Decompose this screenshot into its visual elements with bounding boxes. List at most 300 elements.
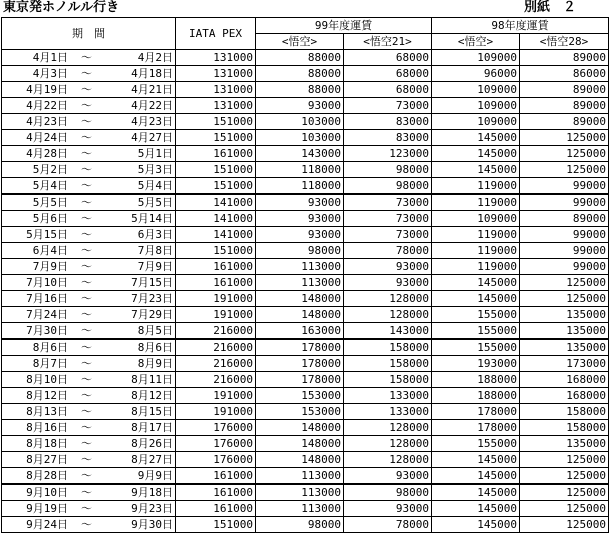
- period-to: 9月23日: [131, 502, 173, 515]
- fy98-goku-cell: 155000: [432, 436, 520, 452]
- fy99-goku-cell: 143000: [256, 146, 344, 162]
- fy99-goku21-cell: 93000: [344, 501, 432, 517]
- period-to: 4月2日: [137, 51, 173, 64]
- table-row: [2, 484, 609, 501]
- fy98-goku28-cell: 173000: [520, 356, 609, 372]
- period-cell: [2, 484, 176, 501]
- fy99-goku-cell: 148000: [256, 307, 344, 323]
- fy98-goku-cell: 96000: [432, 66, 520, 82]
- fy98-goku28-cell: 135000: [520, 339, 609, 356]
- fy99-goku-cell: 118000: [256, 162, 344, 178]
- fy99-goku21-cell: 128000: [344, 452, 432, 468]
- header-fy99: 99年度運賃: [256, 18, 432, 34]
- iata-pex-cell: 176000: [176, 452, 256, 468]
- fy98-goku28-cell: 125000: [520, 501, 609, 517]
- fy99-goku21-cell: 73000: [344, 227, 432, 243]
- period-separator: ～: [81, 51, 92, 64]
- attachment-label: 別紙 ２: [524, 0, 577, 15]
- table-row: [2, 194, 609, 211]
- iata-pex-cell: 151000: [176, 130, 256, 146]
- period-to: 9月18日: [131, 486, 173, 499]
- period-from: 9月19日: [26, 502, 68, 515]
- page-title: 東京発ホノルル行き: [3, 0, 120, 15]
- fy99-goku-cell: 113000: [256, 259, 344, 275]
- iata-pex-cell: 191000: [176, 307, 256, 323]
- period-separator: ～: [81, 486, 92, 499]
- period-to: 7月8日: [137, 244, 173, 257]
- period-to: 7月29日: [131, 308, 173, 321]
- fy99-goku-cell: 163000: [256, 323, 344, 340]
- period-from: 5月2日: [32, 163, 68, 176]
- period-from: 7月30日: [26, 324, 68, 337]
- period-from: 8月10日: [26, 373, 68, 386]
- period-separator: ～: [81, 453, 92, 466]
- iata-pex-cell: 216000: [176, 323, 256, 340]
- iata-pex-cell: 161000: [176, 501, 256, 517]
- fy98-goku-cell: 145000: [432, 501, 520, 517]
- period-from: 8月12日: [26, 389, 68, 402]
- period-to: 4月18日: [131, 67, 173, 80]
- period-to: 5月4日: [137, 179, 173, 192]
- fy99-goku21-cell: 93000: [344, 259, 432, 275]
- fy98-goku-cell: 178000: [432, 420, 520, 436]
- period-cell: [2, 82, 176, 98]
- period-separator: ～: [81, 292, 92, 305]
- period-from: 9月10日: [26, 486, 68, 499]
- period-cell: [2, 404, 176, 420]
- period-separator: ～: [81, 308, 92, 321]
- period-separator: ～: [81, 469, 92, 482]
- period-cell: [2, 211, 176, 227]
- period-from: 8月7日: [32, 357, 68, 370]
- table-row: [2, 162, 609, 178]
- fy98-goku-cell: 119000: [432, 227, 520, 243]
- fy99-goku-cell: 93000: [256, 211, 344, 227]
- fy98-goku-cell: 145000: [432, 517, 520, 533]
- period-cell: [2, 194, 176, 211]
- period-to: 5月5日: [137, 196, 173, 209]
- period-separator: ～: [81, 196, 92, 209]
- fy98-goku-cell: 119000: [432, 194, 520, 211]
- table-row: [2, 517, 609, 533]
- table-row: [2, 275, 609, 291]
- fy99-goku21-cell: 83000: [344, 114, 432, 130]
- table-row: [2, 50, 609, 66]
- fy98-goku-cell: 109000: [432, 211, 520, 227]
- iata-pex-cell: 131000: [176, 98, 256, 114]
- period-from: 8月28日: [26, 469, 68, 482]
- iata-pex-cell: 216000: [176, 339, 256, 356]
- table-row: [2, 339, 609, 356]
- fy98-goku28-cell: 89000: [520, 82, 609, 98]
- fy98-goku-cell: 188000: [432, 372, 520, 388]
- period-from: 4月1日: [32, 51, 68, 64]
- iata-pex-cell: 176000: [176, 436, 256, 452]
- period-from: 4月22日: [26, 99, 68, 112]
- period-from: 7月24日: [26, 308, 68, 321]
- period-cell: [2, 339, 176, 356]
- fy99-goku21-cell: 158000: [344, 372, 432, 388]
- iata-pex-cell: 151000: [176, 178, 256, 195]
- iata-pex-cell: 161000: [176, 275, 256, 291]
- period-to: 5月3日: [137, 163, 173, 176]
- fy98-goku-cell: 178000: [432, 404, 520, 420]
- fy98-goku28-cell: 99000: [520, 194, 609, 211]
- fy99-goku21-cell: 98000: [344, 162, 432, 178]
- fy98-goku-cell: 109000: [432, 50, 520, 66]
- fy98-goku28-cell: 168000: [520, 372, 609, 388]
- period-from: 4月28日: [26, 147, 68, 160]
- fy98-goku-cell: 145000: [432, 162, 520, 178]
- period-from: 8月18日: [26, 437, 68, 450]
- period-from: 7月9日: [32, 260, 68, 273]
- fy99-goku21-cell: 78000: [344, 243, 432, 259]
- fy99-goku21-cell: 98000: [344, 484, 432, 501]
- period-separator: ～: [81, 212, 92, 225]
- fy98-goku-cell: 155000: [432, 339, 520, 356]
- fy99-goku21-cell: 68000: [344, 50, 432, 66]
- fy99-goku21-cell: 83000: [344, 130, 432, 146]
- fy99-goku-cell: 113000: [256, 468, 344, 485]
- period-cell: [2, 372, 176, 388]
- fy99-goku21-cell: 68000: [344, 66, 432, 82]
- fy99-goku21-cell: 128000: [344, 436, 432, 452]
- period-cell: [2, 162, 176, 178]
- fy98-goku28-cell: 89000: [520, 98, 609, 114]
- fy98-goku-cell: 119000: [432, 259, 520, 275]
- period-to: 5月1日: [137, 147, 173, 160]
- fy98-goku-cell: 119000: [432, 243, 520, 259]
- period-to: 8月11日: [131, 373, 173, 386]
- period-from: 7月10日: [26, 276, 68, 289]
- period-from: 8月16日: [26, 421, 68, 434]
- period-to: 6月3日: [137, 228, 173, 241]
- fy98-goku28-cell: 125000: [520, 291, 609, 307]
- fare-table: [1, 17, 609, 533]
- period-cell: [2, 146, 176, 162]
- period-to: 7月15日: [131, 276, 173, 289]
- period-cell: [2, 323, 176, 340]
- iata-pex-cell: 176000: [176, 420, 256, 436]
- period-cell: [2, 307, 176, 323]
- iata-pex-cell: 151000: [176, 162, 256, 178]
- fy99-goku-cell: 148000: [256, 452, 344, 468]
- period-cell: [2, 227, 176, 243]
- iata-pex-cell: 161000: [176, 146, 256, 162]
- period-to: 8月26日: [131, 437, 173, 450]
- period-to: 9月30日: [131, 518, 173, 531]
- fy99-goku21-cell: 73000: [344, 194, 432, 211]
- table-row: [2, 501, 609, 517]
- fy99-goku21-cell: 133000: [344, 404, 432, 420]
- fy98-goku28-cell: 125000: [520, 130, 609, 146]
- period-from: 4月19日: [26, 83, 68, 96]
- period-separator: ～: [81, 260, 92, 273]
- header-fy98-goku28: <悟空28>: [520, 34, 609, 50]
- fy98-goku28-cell: 99000: [520, 227, 609, 243]
- period-cell: [2, 501, 176, 517]
- fy98-goku28-cell: 158000: [520, 420, 609, 436]
- table-row: [2, 436, 609, 452]
- fy98-goku28-cell: 89000: [520, 211, 609, 227]
- period-to: 8月17日: [131, 421, 173, 434]
- fy98-goku28-cell: 89000: [520, 50, 609, 66]
- period-cell: [2, 420, 176, 436]
- fy98-goku-cell: 155000: [432, 323, 520, 340]
- fy99-goku21-cell: 128000: [344, 307, 432, 323]
- table-row: [2, 404, 609, 420]
- fy99-goku21-cell: 143000: [344, 323, 432, 340]
- period-to: 4月23日: [131, 115, 173, 128]
- header-iata-pex: IATA PEX: [176, 18, 256, 50]
- period-from: 5月6日: [32, 212, 68, 225]
- fy98-goku28-cell: 135000: [520, 323, 609, 340]
- fy99-goku21-cell: 93000: [344, 468, 432, 485]
- fy99-goku21-cell: 158000: [344, 339, 432, 356]
- period-to: 8月9日: [137, 357, 173, 370]
- period-separator: ～: [81, 147, 92, 160]
- period-to: 4月22日: [131, 99, 173, 112]
- fy98-goku28-cell: 125000: [520, 517, 609, 533]
- fy98-goku-cell: 145000: [432, 452, 520, 468]
- fy98-goku28-cell: 125000: [520, 468, 609, 485]
- fy98-goku28-cell: 99000: [520, 243, 609, 259]
- fy98-goku-cell: 145000: [432, 291, 520, 307]
- fy99-goku21-cell: 158000: [344, 356, 432, 372]
- iata-pex-cell: 191000: [176, 291, 256, 307]
- iata-pex-cell: 216000: [176, 372, 256, 388]
- table-row: [2, 211, 609, 227]
- period-cell: [2, 178, 176, 195]
- header-period: 期 間: [2, 18, 176, 50]
- fy99-goku-cell: 98000: [256, 243, 344, 259]
- fy99-goku-cell: 93000: [256, 98, 344, 114]
- fy98-goku28-cell: 125000: [520, 275, 609, 291]
- fy99-goku21-cell: 98000: [344, 178, 432, 195]
- fy98-goku-cell: 145000: [432, 146, 520, 162]
- fy99-goku-cell: 88000: [256, 50, 344, 66]
- iata-pex-cell: 151000: [176, 114, 256, 130]
- fy99-goku21-cell: 93000: [344, 275, 432, 291]
- fy99-goku-cell: 178000: [256, 339, 344, 356]
- table-row: [2, 146, 609, 162]
- period-separator: ～: [81, 115, 92, 128]
- fy98-goku28-cell: 135000: [520, 436, 609, 452]
- fy99-goku-cell: 93000: [256, 227, 344, 243]
- fy99-goku21-cell: 128000: [344, 420, 432, 436]
- period-separator: ～: [81, 131, 92, 144]
- period-separator: ～: [81, 357, 92, 370]
- period-to: 8月15日: [131, 405, 173, 418]
- fy99-goku-cell: 88000: [256, 66, 344, 82]
- table-row: [2, 227, 609, 243]
- iata-pex-cell: 131000: [176, 82, 256, 98]
- iata-pex-cell: 161000: [176, 468, 256, 485]
- table-row: [2, 243, 609, 259]
- iata-pex-cell: 141000: [176, 227, 256, 243]
- fy99-goku-cell: 98000: [256, 517, 344, 533]
- period-separator: ～: [81, 502, 92, 515]
- fy98-goku-cell: 119000: [432, 178, 520, 195]
- period-separator: ～: [81, 163, 92, 176]
- period-separator: ～: [81, 228, 92, 241]
- table-row: [2, 388, 609, 404]
- header-fy98-goku: <悟空>: [432, 34, 520, 50]
- fy98-goku28-cell: 125000: [520, 452, 609, 468]
- period-to: 5月14日: [131, 212, 173, 225]
- fy99-goku-cell: 103000: [256, 130, 344, 146]
- iata-pex-cell: 161000: [176, 259, 256, 275]
- table-row: [2, 420, 609, 436]
- period-cell: [2, 275, 176, 291]
- fy99-goku-cell: 178000: [256, 372, 344, 388]
- fy98-goku-cell: 145000: [432, 275, 520, 291]
- period-separator: ～: [81, 437, 92, 450]
- period-from: 8月6日: [32, 341, 68, 354]
- iata-pex-cell: 141000: [176, 211, 256, 227]
- fy99-goku21-cell: 78000: [344, 517, 432, 533]
- period-separator: ～: [81, 518, 92, 531]
- period-cell: [2, 468, 176, 485]
- table-row: [2, 356, 609, 372]
- table-row: [2, 82, 609, 98]
- fy99-goku-cell: 113000: [256, 484, 344, 501]
- period-from: 9月24日: [26, 518, 68, 531]
- table-row: [2, 452, 609, 468]
- period-separator: ～: [81, 373, 92, 386]
- fy99-goku21-cell: 123000: [344, 146, 432, 162]
- header-fy99-goku21: <悟空21>: [344, 34, 432, 50]
- period-from: 5月5日: [32, 196, 68, 209]
- period-cell: [2, 452, 176, 468]
- fy98-goku28-cell: 168000: [520, 388, 609, 404]
- period-cell: [2, 243, 176, 259]
- period-from: 8月27日: [26, 453, 68, 466]
- period-cell: [2, 436, 176, 452]
- fy98-goku-cell: 109000: [432, 114, 520, 130]
- fy98-goku28-cell: 89000: [520, 114, 609, 130]
- table-row: [2, 307, 609, 323]
- period-separator: ～: [81, 421, 92, 434]
- fy99-goku-cell: 148000: [256, 420, 344, 436]
- period-cell: [2, 259, 176, 275]
- fy99-goku-cell: 153000: [256, 404, 344, 420]
- period-from: 6月4日: [32, 244, 68, 257]
- fy98-goku28-cell: 125000: [520, 162, 609, 178]
- period-cell: [2, 517, 176, 533]
- table-row: [2, 468, 609, 485]
- period-to: 7月23日: [131, 292, 173, 305]
- fy98-goku-cell: 188000: [432, 388, 520, 404]
- table-row: [2, 259, 609, 275]
- period-from: 4月3日: [32, 67, 68, 80]
- fy99-goku21-cell: 73000: [344, 211, 432, 227]
- fy98-goku-cell: 193000: [432, 356, 520, 372]
- table-row: [2, 323, 609, 340]
- fy98-goku-cell: 109000: [432, 98, 520, 114]
- period-from: 7月16日: [26, 292, 68, 305]
- period-separator: ～: [81, 67, 92, 80]
- fy99-goku-cell: 88000: [256, 82, 344, 98]
- period-from: 5月15日: [26, 228, 68, 241]
- iata-pex-cell: 131000: [176, 50, 256, 66]
- period-cell: [2, 130, 176, 146]
- period-from: 5月4日: [32, 179, 68, 192]
- period-separator: ～: [81, 276, 92, 289]
- fy98-goku-cell: 145000: [432, 468, 520, 485]
- iata-pex-cell: 161000: [176, 484, 256, 501]
- period-cell: [2, 66, 176, 82]
- fy99-goku-cell: 148000: [256, 436, 344, 452]
- fy98-goku28-cell: 135000: [520, 307, 609, 323]
- iata-pex-cell: 151000: [176, 243, 256, 259]
- fy98-goku-cell: 109000: [432, 82, 520, 98]
- period-to: 8月27日: [131, 453, 173, 466]
- period-separator: ～: [81, 244, 92, 257]
- fy98-goku28-cell: 99000: [520, 259, 609, 275]
- iata-pex-cell: 191000: [176, 388, 256, 404]
- table-row: [2, 291, 609, 307]
- fy99-goku21-cell: 133000: [344, 388, 432, 404]
- period-separator: ～: [81, 324, 92, 337]
- header-fy99-goku: <悟空>: [256, 34, 344, 50]
- period-separator: ～: [81, 341, 92, 354]
- iata-pex-cell: 141000: [176, 194, 256, 211]
- period-cell: [2, 50, 176, 66]
- fy99-goku21-cell: 73000: [344, 98, 432, 114]
- iata-pex-cell: 151000: [176, 517, 256, 533]
- fy99-goku-cell: 148000: [256, 291, 344, 307]
- iata-pex-cell: 216000: [176, 356, 256, 372]
- period-from: 4月23日: [26, 115, 68, 128]
- period-from: 8月13日: [26, 405, 68, 418]
- period-to: 4月21日: [131, 83, 173, 96]
- table-row: [2, 66, 609, 82]
- table-row: [2, 372, 609, 388]
- fy99-goku-cell: 93000: [256, 194, 344, 211]
- period-cell: [2, 356, 176, 372]
- table-row: [2, 98, 609, 114]
- period-to: 4月27日: [131, 131, 173, 144]
- fy98-goku28-cell: 158000: [520, 404, 609, 420]
- fy98-goku28-cell: 125000: [520, 146, 609, 162]
- fy98-goku-cell: 155000: [432, 307, 520, 323]
- fy99-goku21-cell: 128000: [344, 291, 432, 307]
- fy99-goku-cell: 113000: [256, 501, 344, 517]
- period-separator: ～: [81, 99, 92, 112]
- period-separator: ～: [81, 389, 92, 402]
- iata-pex-cell: 131000: [176, 66, 256, 82]
- period-cell: [2, 114, 176, 130]
- period-separator: ～: [81, 83, 92, 96]
- period-to: 9月9日: [137, 469, 173, 482]
- header-fy98: 98年度運賃: [432, 18, 609, 34]
- fy99-goku-cell: 118000: [256, 178, 344, 195]
- fare-table-body: [2, 50, 609, 533]
- fy99-goku-cell: 178000: [256, 356, 344, 372]
- period-cell: [2, 291, 176, 307]
- period-cell: [2, 98, 176, 114]
- period-to: 8月6日: [137, 341, 173, 354]
- fy98-goku-cell: 145000: [432, 484, 520, 501]
- period-from: 4月24日: [26, 131, 68, 144]
- fy99-goku21-cell: 68000: [344, 82, 432, 98]
- iata-pex-cell: 191000: [176, 404, 256, 420]
- period-to: 8月12日: [131, 389, 173, 402]
- table-row: [2, 114, 609, 130]
- period-cell: [2, 388, 176, 404]
- period-separator: ～: [81, 405, 92, 418]
